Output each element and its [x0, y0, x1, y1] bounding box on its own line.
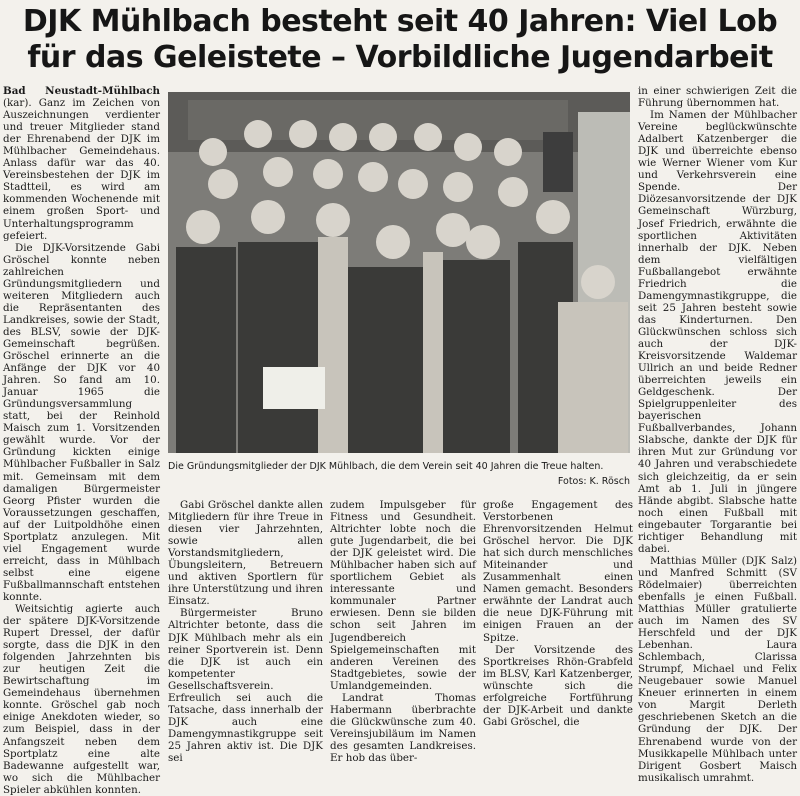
paragraph: Bad Neustadt-Mühlbach (kar). Ganz im Zeichen von Auszeichnungen verdienter und treuer Mitglieder stand der Ehrenabend der DJK im Mühlbacher Gemeindehaus. Anlass dafür war das 40. Vereinsbestehen der DJK im Stadtteil, es wird am kommenden Wochenende mit einem großen Sport- und Unterhaltungsprogramm gefeiert. [3, 85, 160, 242]
group-photo-graphic [168, 92, 630, 453]
paragraph: Der Vorsitzende des Sportkreises Rhön-Grabfeld im BLSV, Karl Katzenberger, wünschte sich die erfolgreiche Fortführung der DJK-Arbeit und dankte Gabi Gröschel, die [483, 643, 633, 728]
paragraph: große Engagement des Verstorbenen Ehrenvorsitzenden Helmut Gröschel hervor. Die DJK hat sich durch menschliches Miteinander und Zusammenhalt einen Namen gemacht. Besonders erwähnte der Landrat auch die neue DJK-Führung mit einigen Frauen an der Spitze. [483, 499, 633, 644]
paragraph: Die DJK-Vorsitzende Gabi Gröschel konnte neben zahlreichen Gründungsmitgliedern und weiteren Mitgliedern auch die Repräsentanten des Landkreises, sowie der Stadt, des BLSV, sowie der DJK-Gemeinschaft begrüßen. Gröschel erinnerte an die Anfänge der DJK vor 40 Jahren. So fand am 10. Januar 1965 die Gründungsversammlung statt, bei der Reinhold Maisch zum 1. Vorsitzenden gewählt wurde. Vor der Gründung kickten einige Mühlbacher Fußballer in Salz mit. Gemeinsam mit dem damaligen Bürgermeister Georg Pfister wurden die Voraussetzungen geschaffen, auf der Luitpoldhöhe einen Sportplatz anzulegen. Mit viel Engagement wurde erreicht, dass in Mühlbach selbst eine eigene Fußballmannschaft entstehen konnte. [3, 241, 160, 603]
dateline: Bad Neustadt-Mühlbach [3, 85, 160, 97]
paragraph: Gabi Gröschel dankte allen Mitgliedern für ihre Treue in diesen vier Jahrzehnten, sowie allen Vorstandsmitgliedern, Übungsleitern, Betreuern und aktiven Sportlern für ihre Unterstützung und ihren Einsatz. [168, 499, 323, 608]
article-headline: DJK Mühlbach besteht seit 40 Jahren: Viel Lob für das Geleistete – Vorbildliche Jugendarbeit [22, 4, 778, 75]
article-column-2 [168, 499, 323, 764]
article-column-4 [483, 499, 633, 728]
paragraph: in einer schwierigen Zeit die Führung übernommen hat. [638, 85, 797, 110]
paragraph: Bürgermeister Bruno Altrichter betonte, dass die DJK Mühlbach mehr als ein reiner Sportverein ist. Denn die DJK ist auch ein kompetenter Gesellschaftsverein. Erfreulich sei auch die Tatsache, dass innerhalb der DJK auch eine Damengymnastikgruppe seit 25 Jahren aktiv ist. Die DJK sei [168, 607, 323, 764]
paragraph: Landrat Thomas Habermann überbrachte die Glückwünsche zum 40. Vereinsjubiläum im Namen des gesamten Landkreises. Er hob das über- [330, 691, 476, 764]
paragraph: zudem Impulsgeber für Fitness und Gesundheit. Altrichter lobte noch die gute Jugendarbeit, die bei der DJK geleistet wird. Die Mühlbacher haben sich auf sportlichem Gebiet als interessante und kommunaler Partner erwiesen. Denn sie bilden schon seit Jahren im Jugendbereich Spielgemeinschaften mit anderen Vereinen des Stadtgebietes, sowie der Umlandgemeinden. [330, 499, 476, 692]
group-photo [168, 92, 630, 453]
paragraph: Weitsichtig agierte auch der spätere DJK-Vorsitzende Rupert Dressel, der dafür sorgte, dass die DJK in den folgenden Jahrzehnten bis zur heutigen Zeit die Bewirtschaftung im Gemeindehaus übernehmen konnte. Gröschel gab noch einige Anekdoten wieder, so zum Beispiel, dass in der Anfangszeit neben dem Sportplatz eine alte Badewanne aufgestellt war, wo sich die Mühlbacher Spieler abkühlen konnten. [3, 603, 160, 796]
paragraph: Matthias Müller (DJK Salz) und Manfred Schmitt (SV Rödelmaier) überreichten ebenfalls je einen Fußball. Matthias Müller gratulierte auch im Namen des SV Herschfeld und der DJK Lebenhan. Laura Schlembach, Clarissa Strumpf, Michael und Felix Neugebauer sowie Manuel Kneuer erinnerten in einem von Margit Derleth geschriebenen Sketch an die Gründung der DJK. Der Ehrenabend wurde von der Musikkapelle Mühlbach unter Dirigent Gosbert Maisch musikalisch umrahmt. [638, 554, 797, 784]
article-column-3 [330, 499, 476, 764]
paragraph: Im Namen der Mühlbacher Vereine beglückwünschte Adalbert Katzenberger die DJK und überreichte ebenso wie Werner Wiener vom Kur und Verkehrsverein eine Spende. Der Diözesanvorsitzende der DJK Gemeinschaft Würzburg, Josef Friedrich, erwähnte die sportlichen Aktivitäten innerhalb der DJK. Neben dem vielfältigen Fußballangebot erwähnte Friedrich die Damengymnastikgruppe, die seit 25 Jahren besteht sowie das Kinderturnen. Den Glückwünschen schloss sich auch der DJK-Kreisvorsitzende Waldemar Ullrich an und beide Redner überreichten jeweils ein Geldgeschenk. Der Spielgruppenleiter des bayerischen Fußballverbandes, Johann Slabsche, dankte der DJK für ihren Mut zur Gründung vor 40 Jahren und verabschiedete sich gleichzeitig, da er sein Amt ab 1. Juli in jüngere Hände abgibt. Slabsche hatte noch einen Fußball mit eingebauter Torgarantie bei richtiger Behandlung mit dabei. [638, 109, 797, 555]
photo-caption: Die Gründungsmitglieder der DJK Mühlbach, die dem Verein seit 40 Jahren die Treue halten. [168, 461, 604, 472]
photo-credit: Fotos: K. Rösch [557, 476, 630, 487]
article-column-1 [3, 85, 160, 796]
article-column-5 [638, 85, 797, 784]
